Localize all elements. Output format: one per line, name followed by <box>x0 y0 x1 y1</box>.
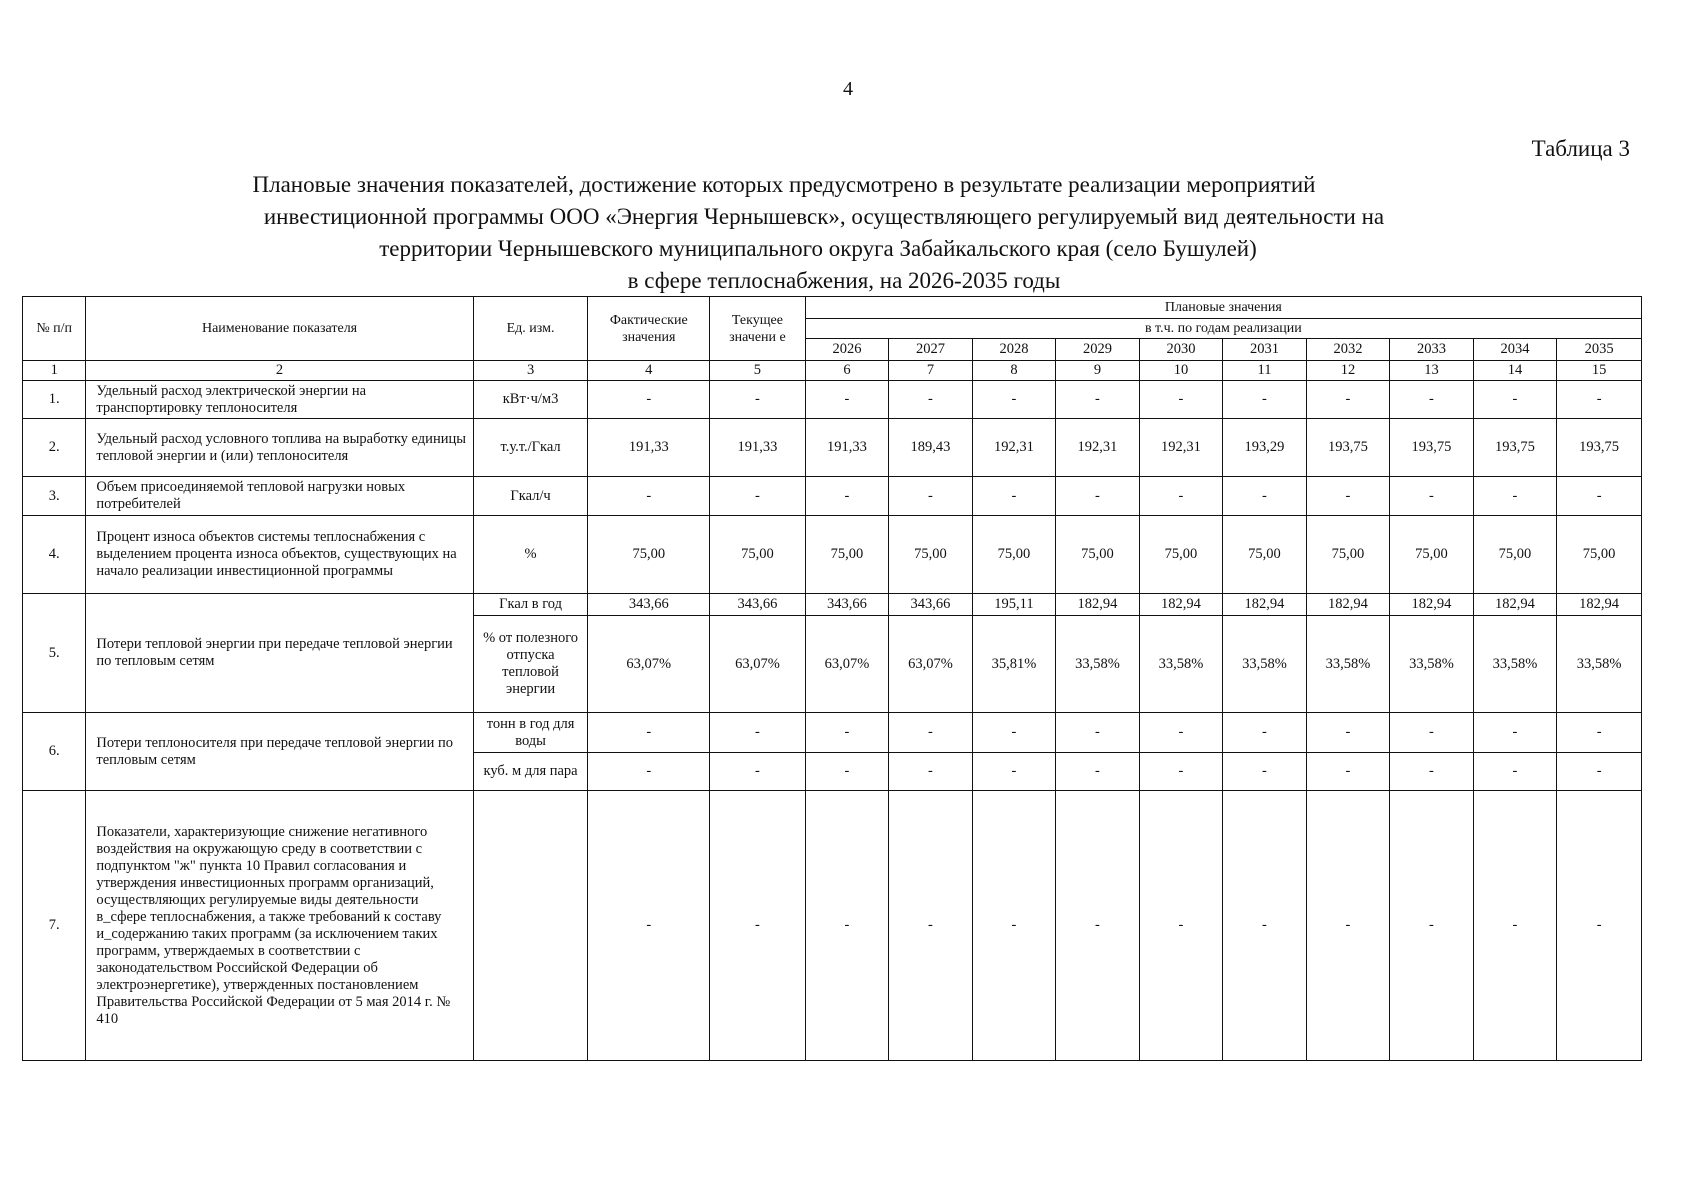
plan-value-2032: - <box>1306 477 1390 516</box>
plan-value-2034: 33,58% <box>1473 616 1557 713</box>
plan-value-2029: 75,00 <box>1056 516 1140 594</box>
column-number: 4 <box>588 361 710 381</box>
plan-value-2035: - <box>1557 713 1642 753</box>
column-number: 12 <box>1306 361 1390 381</box>
year-header-2033: 2033 <box>1390 339 1474 361</box>
plan-value-2026: - <box>805 477 889 516</box>
actual-value: 63,07% <box>588 616 710 713</box>
row-number: 2. <box>23 419 86 477</box>
plan-value-2031: 193,29 <box>1223 419 1307 477</box>
plan-value-2032: 75,00 <box>1306 516 1390 594</box>
header-current: Текущее значени е <box>710 297 806 361</box>
plan-value-2033: - <box>1390 791 1474 1061</box>
plan-value-2033: - <box>1390 713 1474 753</box>
plan-value-2026: - <box>805 381 889 419</box>
plan-value-2035: - <box>1557 753 1642 791</box>
unit-cell: % <box>473 516 588 594</box>
year-header-2029: 2029 <box>1056 339 1140 361</box>
plan-value-2033: 193,75 <box>1390 419 1474 477</box>
current-value: - <box>710 381 806 419</box>
table-row <box>23 516 1642 594</box>
plan-value-2028: - <box>972 791 1056 1061</box>
plan-value-2033: - <box>1390 477 1474 516</box>
row-number: 4. <box>23 516 86 594</box>
plan-value-2029: 192,31 <box>1056 419 1140 477</box>
unit-cell <box>473 791 588 1061</box>
plan-value-2027: 343,66 <box>889 594 973 616</box>
plan-value-2034: - <box>1473 477 1557 516</box>
plan-value-2027: - <box>889 381 973 419</box>
plan-value-2027: - <box>889 791 973 1061</box>
plan-value-2029: - <box>1056 791 1140 1061</box>
plan-value-2029: - <box>1056 381 1140 419</box>
plan-value-2034: - <box>1473 791 1557 1061</box>
unit-cell: куб. м для пара <box>473 753 588 791</box>
unit-cell: % от полезного отпуска тепловой энергии <box>473 616 588 713</box>
current-value: 75,00 <box>710 516 806 594</box>
plan-value-2032: - <box>1306 791 1390 1061</box>
year-header-2035: 2035 <box>1557 339 1642 361</box>
indicators-table <box>22 296 1642 1061</box>
column-number: 9 <box>1056 361 1140 381</box>
title-line-3: территории Чернышевского муниципального округа Забайкальского края (село Бушулей) <box>379 236 1257 261</box>
plan-value-2030: 33,58% <box>1139 616 1223 713</box>
title-line-1: Плановые значения показателей, достижение которых предусмотрено в результате реализации мероприятий <box>252 172 1316 197</box>
header-row-1 <box>23 297 1642 319</box>
table-label: Таблица 3 <box>1531 136 1630 161</box>
column-numbers-row <box>23 361 1642 381</box>
plan-value-2034: 193,75 <box>1473 419 1557 477</box>
current-value: 343,66 <box>710 594 806 616</box>
plan-value-2028: - <box>972 477 1056 516</box>
plan-value-2028: 195,11 <box>972 594 1056 616</box>
table-row <box>23 381 1642 419</box>
plan-value-2031: - <box>1223 381 1307 419</box>
plan-value-2035: - <box>1557 381 1642 419</box>
row-number: 5. <box>23 594 86 713</box>
plan-value-2029: 33,58% <box>1056 616 1140 713</box>
plan-value-2031: - <box>1223 477 1307 516</box>
current-value: - <box>710 713 806 753</box>
row-number: 3. <box>23 477 86 516</box>
year-header-2030: 2030 <box>1139 339 1223 361</box>
plan-value-2034: - <box>1473 753 1557 791</box>
current-value: - <box>710 477 806 516</box>
column-number: 5 <box>710 361 806 381</box>
current-value: 63,07% <box>710 616 806 713</box>
plan-value-2031: 33,58% <box>1223 616 1307 713</box>
plan-value-2029: 182,94 <box>1056 594 1140 616</box>
column-number: 11 <box>1223 361 1307 381</box>
plan-value-2032: - <box>1306 713 1390 753</box>
plan-value-2031: - <box>1223 713 1307 753</box>
header-actual: Фактические значения <box>588 297 710 361</box>
header-by-years: в т.ч. по годам реализации <box>805 319 1641 339</box>
actual-value: - <box>588 791 710 1061</box>
plan-value-2028: 192,31 <box>972 419 1056 477</box>
indicator-name: Потери тепловой энергии при передаче тепловой энергии по тепловым сетям <box>86 594 473 713</box>
plan-value-2032: - <box>1306 753 1390 791</box>
plan-value-2028: - <box>972 753 1056 791</box>
plan-value-2034: - <box>1473 381 1557 419</box>
plan-value-2026: 75,00 <box>805 516 889 594</box>
plan-value-2026: 191,33 <box>805 419 889 477</box>
plan-value-2032: 33,58% <box>1306 616 1390 713</box>
plan-value-2032: 193,75 <box>1306 419 1390 477</box>
column-number: 14 <box>1473 361 1557 381</box>
indicator-name: Объем присоединяемой тепловой нагрузки новых потребителей <box>86 477 473 516</box>
table-row <box>23 594 1642 616</box>
header-planned: Плановые значения <box>805 297 1641 319</box>
title-line-4: в сфере теплоснабжения, на 2026-2035 годы <box>627 268 1061 293</box>
table-row <box>23 419 1642 477</box>
plan-value-2030: - <box>1139 713 1223 753</box>
header-num: № п/п <box>23 297 86 361</box>
current-value: - <box>710 753 806 791</box>
plan-value-2028: 75,00 <box>972 516 1056 594</box>
actual-value: - <box>588 753 710 791</box>
year-header-2028: 2028 <box>972 339 1056 361</box>
column-number: 3 <box>473 361 588 381</box>
plan-value-2035: - <box>1557 477 1642 516</box>
column-number: 7 <box>889 361 973 381</box>
actual-value: - <box>588 381 710 419</box>
table-row <box>23 713 1642 753</box>
plan-value-2029: - <box>1056 753 1140 791</box>
column-number: 8 <box>972 361 1056 381</box>
plan-value-2030: 192,31 <box>1139 419 1223 477</box>
actual-value: - <box>588 713 710 753</box>
indicator-name: Показатели, характеризующие снижение негативного воздействия на окружающую среду в соответствии с подпунктом "ж" пункта 10 Правил согласования и утверждения инвестиционных программ организаций, осуществляющих регулируемые виды деятельности в_сфере теплоснабжения, а также требований к составу и_содержанию таких программ (за исключением таких программ, утверждаемых в соответствии с законодательством Российской Федерации об электроэнергетике), утвержденных постановлением Правительства Российской Федерации от 5 мая 2014 г. № 410 <box>86 791 473 1061</box>
plan-value-2027: - <box>889 713 973 753</box>
year-header-2034: 2034 <box>1473 339 1557 361</box>
table-row <box>23 477 1642 516</box>
table-row <box>23 791 1642 1061</box>
plan-value-2026: - <box>805 791 889 1061</box>
header-unit: Ед. изм. <box>473 297 588 361</box>
plan-value-2033: 182,94 <box>1390 594 1474 616</box>
current-value: 191,33 <box>710 419 806 477</box>
plan-value-2027: - <box>889 477 973 516</box>
plan-value-2034: 182,94 <box>1473 594 1557 616</box>
column-number: 2 <box>86 361 473 381</box>
plan-value-2027: - <box>889 753 973 791</box>
plan-value-2028: - <box>972 713 1056 753</box>
plan-value-2031: 182,94 <box>1223 594 1307 616</box>
plan-value-2028: 35,81% <box>972 616 1056 713</box>
plan-value-2030: - <box>1139 753 1223 791</box>
indicator-name: Удельный расход условного топлива на выработку единицы тепловой энергии и (или) теплоносителя <box>86 419 473 477</box>
plan-value-2032: 182,94 <box>1306 594 1390 616</box>
plan-value-2027: 63,07% <box>889 616 973 713</box>
page-number: 4 <box>843 78 853 100</box>
title-line-2: инвестиционной программы ООО «Энергия Чернышевск», осуществляющего регулируемый вид деятельности на <box>263 204 1385 229</box>
unit-cell: Гкал в год <box>473 594 588 616</box>
plan-value-2032: - <box>1306 381 1390 419</box>
plan-value-2035: 75,00 <box>1557 516 1642 594</box>
indicator-name: Удельный расход электрической энергии на транспортировку теплоносителя <box>86 381 473 419</box>
column-number: 6 <box>805 361 889 381</box>
column-number: 1 <box>23 361 86 381</box>
actual-value: 191,33 <box>588 419 710 477</box>
plan-value-2030: 75,00 <box>1139 516 1223 594</box>
unit-cell: Гкал/ч <box>473 477 588 516</box>
plan-value-2031: - <box>1223 791 1307 1061</box>
plan-value-2027: 75,00 <box>889 516 973 594</box>
plan-value-2035: 193,75 <box>1557 419 1642 477</box>
plan-value-2030: - <box>1139 791 1223 1061</box>
plan-value-2030: - <box>1139 381 1223 419</box>
plan-value-2035: 33,58% <box>1557 616 1642 713</box>
actual-value: - <box>588 477 710 516</box>
header-name: Наименование показателя <box>86 297 473 361</box>
year-header-2026: 2026 <box>805 339 889 361</box>
plan-value-2031: - <box>1223 753 1307 791</box>
plan-value-2033: - <box>1390 381 1474 419</box>
plan-value-2026: 343,66 <box>805 594 889 616</box>
indicator-name: Процент износа объектов системы теплоснабжения с выделением процента износа объектов, существующих на начало реализации инвестиционной программы <box>86 516 473 594</box>
plan-value-2029: - <box>1056 713 1140 753</box>
column-number: 10 <box>1139 361 1223 381</box>
column-number: 15 <box>1557 361 1642 381</box>
actual-value: 75,00 <box>588 516 710 594</box>
actual-value: 343,66 <box>588 594 710 616</box>
row-number: 7. <box>23 791 86 1061</box>
year-header-2032: 2032 <box>1306 339 1390 361</box>
row-number: 6. <box>23 713 86 791</box>
plan-value-2029: - <box>1056 477 1140 516</box>
plan-value-2034: 75,00 <box>1473 516 1557 594</box>
plan-value-2026: 63,07% <box>805 616 889 713</box>
plan-value-2035: 182,94 <box>1557 594 1642 616</box>
row-number: 1. <box>23 381 86 419</box>
current-value: - <box>710 791 806 1061</box>
year-header-2027: 2027 <box>889 339 973 361</box>
plan-value-2033: 75,00 <box>1390 516 1474 594</box>
plan-value-2034: - <box>1473 713 1557 753</box>
unit-cell: кВт·ч/м3 <box>473 381 588 419</box>
plan-value-2033: - <box>1390 753 1474 791</box>
plan-value-2030: - <box>1139 477 1223 516</box>
plan-value-2031: 75,00 <box>1223 516 1307 594</box>
plan-value-2027: 189,43 <box>889 419 973 477</box>
year-header-2031: 2031 <box>1223 339 1307 361</box>
plan-value-2026: - <box>805 713 889 753</box>
plan-value-2028: - <box>972 381 1056 419</box>
unit-cell: тонн в год для воды <box>473 713 588 753</box>
indicator-name: Потери теплоносителя при передаче тепловой энергии по тепловым сетям <box>86 713 473 791</box>
plan-value-2033: 33,58% <box>1390 616 1474 713</box>
plan-value-2030: 182,94 <box>1139 594 1223 616</box>
plan-value-2035: - <box>1557 791 1642 1061</box>
plan-value-2026: - <box>805 753 889 791</box>
column-number: 13 <box>1390 361 1474 381</box>
unit-cell: т.у.т./Гкал <box>473 419 588 477</box>
